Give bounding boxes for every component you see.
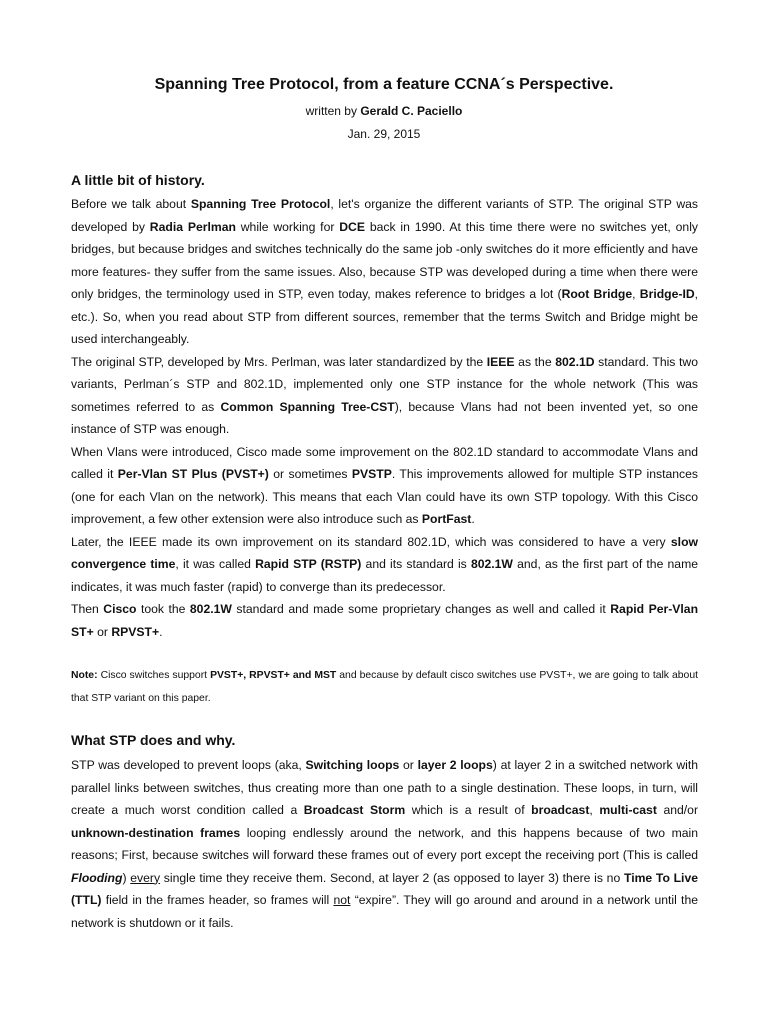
bold-term: Switching loops <box>305 758 400 772</box>
document-date: Jan. 29, 2015 <box>347 127 421 141</box>
bold-term: PortFast <box>421 512 472 526</box>
underlined-word: not <box>333 893 351 907</box>
underlined-word: every <box>130 870 161 885</box>
section-heading-history: A little bit of history. <box>71 172 205 188</box>
text-run: ) at layer 2 in a switched network with parallel links between switches, thus creating more than one path to a single destination. These loops, in turn, will create a much worst condition called a <box>71 758 699 817</box>
text-run: . <box>159 624 163 639</box>
text-run: or <box>399 758 418 772</box>
text-run: single time they receive them. Second, at layer 2 (as opposed to layer 3) there is no <box>160 870 624 885</box>
bold-term: PVSTP <box>351 467 392 481</box>
section-heading-what-stp-does: What STP does and why. <box>71 732 236 748</box>
byline-prefix: written by <box>305 104 361 118</box>
text-run: , etc.). So, when you read about STP from different sources, remember that the terms Switch and Bridge might be used interchangeably. <box>71 287 699 346</box>
note-paragraph <box>71 665 698 710</box>
text-run: The original STP, developed by Mrs. Perlman, was later standardized by the <box>71 354 487 369</box>
bold-term: Root Bridge <box>561 287 633 301</box>
bold-term: unknown-destination frames <box>71 825 241 840</box>
bold-term: 802.1W <box>470 557 513 571</box>
history-paragraph-3 <box>71 441 698 531</box>
text-run: looping endlessly around the network, and this happens because of two main reasons; First, because switches will forward these frames out of every port except the receiving port (This is called <box>71 825 698 862</box>
bold-term: slow convergence time <box>71 534 698 571</box>
bold-term: RPVST+ <box>111 624 160 639</box>
bold-term: Rapid Per-Vlan ST+ <box>71 602 699 639</box>
bold-term: 802.1W <box>189 602 232 616</box>
text-run: , <box>589 803 600 817</box>
text-run: . This improvements allowed for multiple STP instances (one for each Vlan on the network). This means that each Vlan could have its own STP topology. With this Cisco improvement, a few other extension were also introduce such as <box>71 467 698 526</box>
text-run: as the <box>514 354 556 369</box>
text-run: STP was developed to prevent loops (aka, <box>71 758 306 772</box>
text-run: ), because Vlans had not been invented yet, so one instance of STP was enough. <box>71 399 698 436</box>
bold-term: PVST+, RPVST+ and MST <box>210 670 337 681</box>
text-run: and its standard is <box>361 557 471 571</box>
text-run: or <box>93 624 112 639</box>
history-body <box>71 193 698 643</box>
text-run: took the <box>136 602 190 616</box>
text-run: . <box>471 512 475 526</box>
text-run: or sometimes <box>268 467 352 481</box>
history-paragraph-2 <box>71 351 698 441</box>
text-run: while working for <box>235 219 340 234</box>
text-run: Cisco switches support <box>97 670 211 681</box>
text-run: and, as the first part of the name indicates, it was much faster (rapid) to converge than its predecessor. <box>71 557 699 594</box>
bold-term: 802.1D <box>555 354 595 369</box>
text-run: and/or <box>656 803 699 817</box>
history-paragraph-4 <box>71 531 698 599</box>
bold-term: Bridge-ID <box>639 287 695 301</box>
bold-term: Rapid STP (RSTP) <box>255 557 362 571</box>
bold-term: multi-cast <box>599 803 657 817</box>
text-run: ) <box>122 870 131 885</box>
what-paragraph-1 <box>71 754 698 934</box>
bold-term: Spanning Tree Protocol <box>190 197 331 211</box>
bold-term: Common Spanning Tree-CST <box>220 399 395 414</box>
text-run: and because by default cisco switches use PVST+, we are going to talk about that STP variant on this paper. <box>71 670 699 704</box>
bold-term: Time To Live (TTL) <box>71 870 698 907</box>
bold-term: Cisco <box>103 602 137 616</box>
bold-term: broadcast <box>531 803 590 817</box>
bold-term: Radia Perlman <box>149 219 236 234</box>
text-run: standard. This two variants, Perlman´s STP and 802.1D, implemented only one STP instance for the whole network (This was sometimes referred to as <box>71 354 698 414</box>
bold-term: Per-Vlan ST Plus (PVST+) <box>117 467 269 481</box>
bold-italic-term: Flooding <box>71 870 123 885</box>
bold-term: Note: <box>71 670 98 681</box>
history-paragraph-5 <box>71 598 698 643</box>
text-run: , let's organize the different variants of STP. The original STP was developed by <box>71 197 699 234</box>
text-run: , it was called <box>175 557 256 571</box>
bold-term: DCE <box>339 219 365 234</box>
document-title: Spanning Tree Protocol, from a feature CCNA´s Perspective. <box>154 76 614 93</box>
bold-term: Broadcast Storm <box>303 803 406 817</box>
text-run: When Vlans were introduced, Cisco made some improvement on the 802.1D standard to accommodate Vlans and called it <box>71 444 698 481</box>
text-run: , <box>632 287 640 301</box>
text-run: “expire”. They will go around and around in a network until the network is shutdown or it fails. <box>71 893 699 930</box>
text-run: Before we talk about <box>71 197 191 211</box>
bold-term: IEEE <box>486 354 515 369</box>
history-paragraph-1 <box>71 193 698 351</box>
text-run: Then <box>71 602 104 616</box>
byline <box>0 104 768 118</box>
text-run: field in the frames header, so frames will <box>101 893 334 907</box>
bold-term: layer 2 loops <box>417 758 493 772</box>
text-run: which is a result of <box>405 803 532 817</box>
text-run: standard and made some proprietary changes as well and called it <box>231 602 611 616</box>
author-name: Gerald C. Paciello <box>360 104 463 118</box>
text-run: Later, the IEEE made its own improvement on its standard 802.1D, which was considered to have a very <box>71 534 671 549</box>
text-run: back in 1990. At this time there were no switches yet, only bridges, but because bridges and switches technically do the same job -only switches do it more efficiently and have more features- they suffer from the same issues. Also, because STP was developed during a time when there were only bridges, the terminology used in STP, even today, makes reference to bridges a lot ( <box>71 219 699 301</box>
